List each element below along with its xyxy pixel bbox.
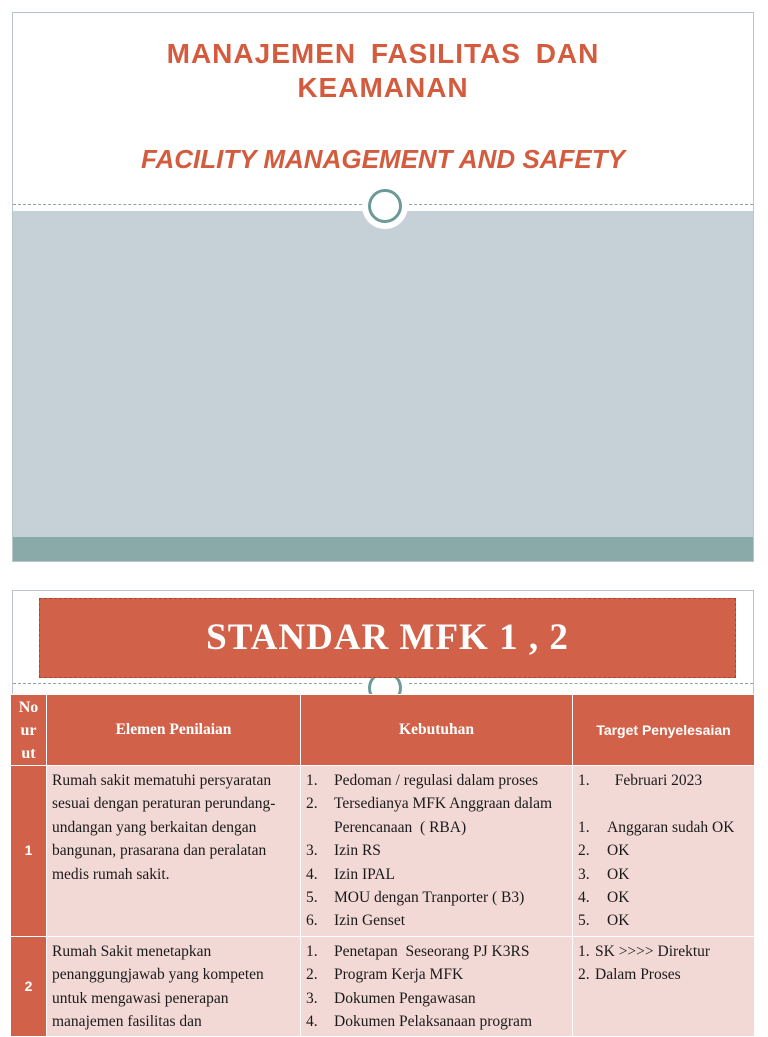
list-item-text: Februari 2023 xyxy=(607,772,703,789)
list-item-text: Dokumen Pelaksanaan program xyxy=(334,1013,532,1031)
list-item-number: 1. xyxy=(306,772,318,789)
slide-body-panel xyxy=(13,211,753,537)
list-item-number: 3. xyxy=(306,989,318,1007)
list-item-text: Dokumen Pengawasan xyxy=(334,989,476,1007)
list-item-text: Anggaran sudah OK xyxy=(607,818,735,836)
list-item-number: 5. xyxy=(306,889,318,907)
list-item-text: OK xyxy=(607,912,630,930)
list-item-number: 3. xyxy=(306,842,318,860)
elemen-penilaian-cell: Rumah Sakit menetapkan penanggungjawab yang kompeten untuk mengawasi penerapan manajemen fasilitas dan xyxy=(47,936,301,1037)
kebutuhan-cell xyxy=(301,936,573,1037)
spacer xyxy=(578,792,749,815)
list-item-number: 2. xyxy=(306,795,318,813)
list-item xyxy=(306,909,567,932)
list-item xyxy=(578,963,749,986)
list-item xyxy=(306,963,567,986)
slide-subtitle: FACILITY MANAGEMENT AND SAFETY xyxy=(141,144,625,174)
table-header-row xyxy=(11,695,755,766)
list-item-number: 1. xyxy=(578,772,590,789)
slide-title-line-1: MANAJEMEN FASILITAS DAN xyxy=(166,38,600,69)
target-penyelesaian-cell xyxy=(573,936,755,1037)
list-item xyxy=(306,863,567,886)
list-item-text: OK xyxy=(607,889,630,907)
list-item-text: Pedoman / regulasi dalam proses xyxy=(334,772,539,789)
header-target-penyelesaian: Target Penyelesaian xyxy=(573,695,755,766)
header-kebutuhan: Kebutuhan xyxy=(301,695,573,766)
row-number: 1 xyxy=(11,766,47,937)
list-item xyxy=(306,886,567,909)
list-item-number: 6. xyxy=(306,912,318,930)
list-item-number: 1. xyxy=(578,942,590,960)
list-item-number: 2. xyxy=(578,842,590,860)
list-item-number: 3. xyxy=(578,865,590,883)
row-number: 2 xyxy=(11,936,47,1037)
list-item-number: 2. xyxy=(306,966,318,984)
header-no-urut: No ur ut xyxy=(11,695,47,766)
slide-title-line-2: KEAMANAN xyxy=(297,72,469,103)
list-item xyxy=(578,909,749,932)
standar-table xyxy=(10,694,755,1037)
elemen-penilaian-cell: Rumah sakit mematuhi persyaratan sesuai dengan peraturan perundang-undangan yang berkaitan dengan bangunan, prasarana dan peralatan medis rumah sakit. xyxy=(47,766,301,937)
list-item-text: Izin RS xyxy=(334,842,381,860)
list-item-text: SK >>>> Direktur xyxy=(595,942,711,960)
list-item-text: Dalam Proses xyxy=(595,966,681,984)
list-item-text: OK xyxy=(607,865,630,883)
list-item-text: Penetapan Seseorang PJ K3RS xyxy=(334,942,530,960)
table-row xyxy=(11,766,755,937)
list-item-number: 2. xyxy=(578,966,590,984)
standar-banner: STANDAR MFK 1 , 2 xyxy=(39,598,736,678)
list-item xyxy=(578,940,749,963)
list-item xyxy=(578,863,749,886)
list-item-number: 1. xyxy=(306,942,318,960)
list-item-text: Program Kerja MFK xyxy=(334,966,464,984)
list-item-text: Izin Genset xyxy=(334,912,406,930)
circle-ornament-icon xyxy=(362,183,408,229)
list-item xyxy=(306,1010,567,1033)
list-item xyxy=(306,987,567,1010)
target-penyelesaian-cell xyxy=(573,766,755,937)
list-item-number: 4. xyxy=(306,865,318,883)
slide-bottom-bar xyxy=(13,537,753,562)
list-item xyxy=(306,769,567,792)
slide-title-mfk[interactable] xyxy=(12,12,754,562)
slide-title xyxy=(13,37,753,105)
list-item xyxy=(306,940,567,963)
list-item xyxy=(306,792,567,839)
list-item xyxy=(578,769,749,792)
list-item xyxy=(306,839,567,862)
list-item-text: MOU dengan Tranporter ( B3) xyxy=(334,889,525,907)
list-item xyxy=(578,816,749,839)
list-item-text: Tersedianya MFK Anggraan dalam Perencanaan ( RBA) xyxy=(334,795,556,836)
kebutuhan-cell xyxy=(301,766,573,937)
list-item-text: OK xyxy=(607,842,630,860)
list-item xyxy=(578,886,749,909)
list-item-number: 4. xyxy=(578,889,590,907)
list-item-text: Izin IPAL xyxy=(334,865,395,883)
header-elemen-penilaian: Elemen Penilaian xyxy=(47,695,301,766)
list-item-number: 5. xyxy=(578,912,590,930)
list-item-number: 4. xyxy=(306,1013,318,1031)
list-item xyxy=(578,839,749,862)
list-item-number: 1. xyxy=(578,818,590,836)
table-row xyxy=(11,936,755,1037)
